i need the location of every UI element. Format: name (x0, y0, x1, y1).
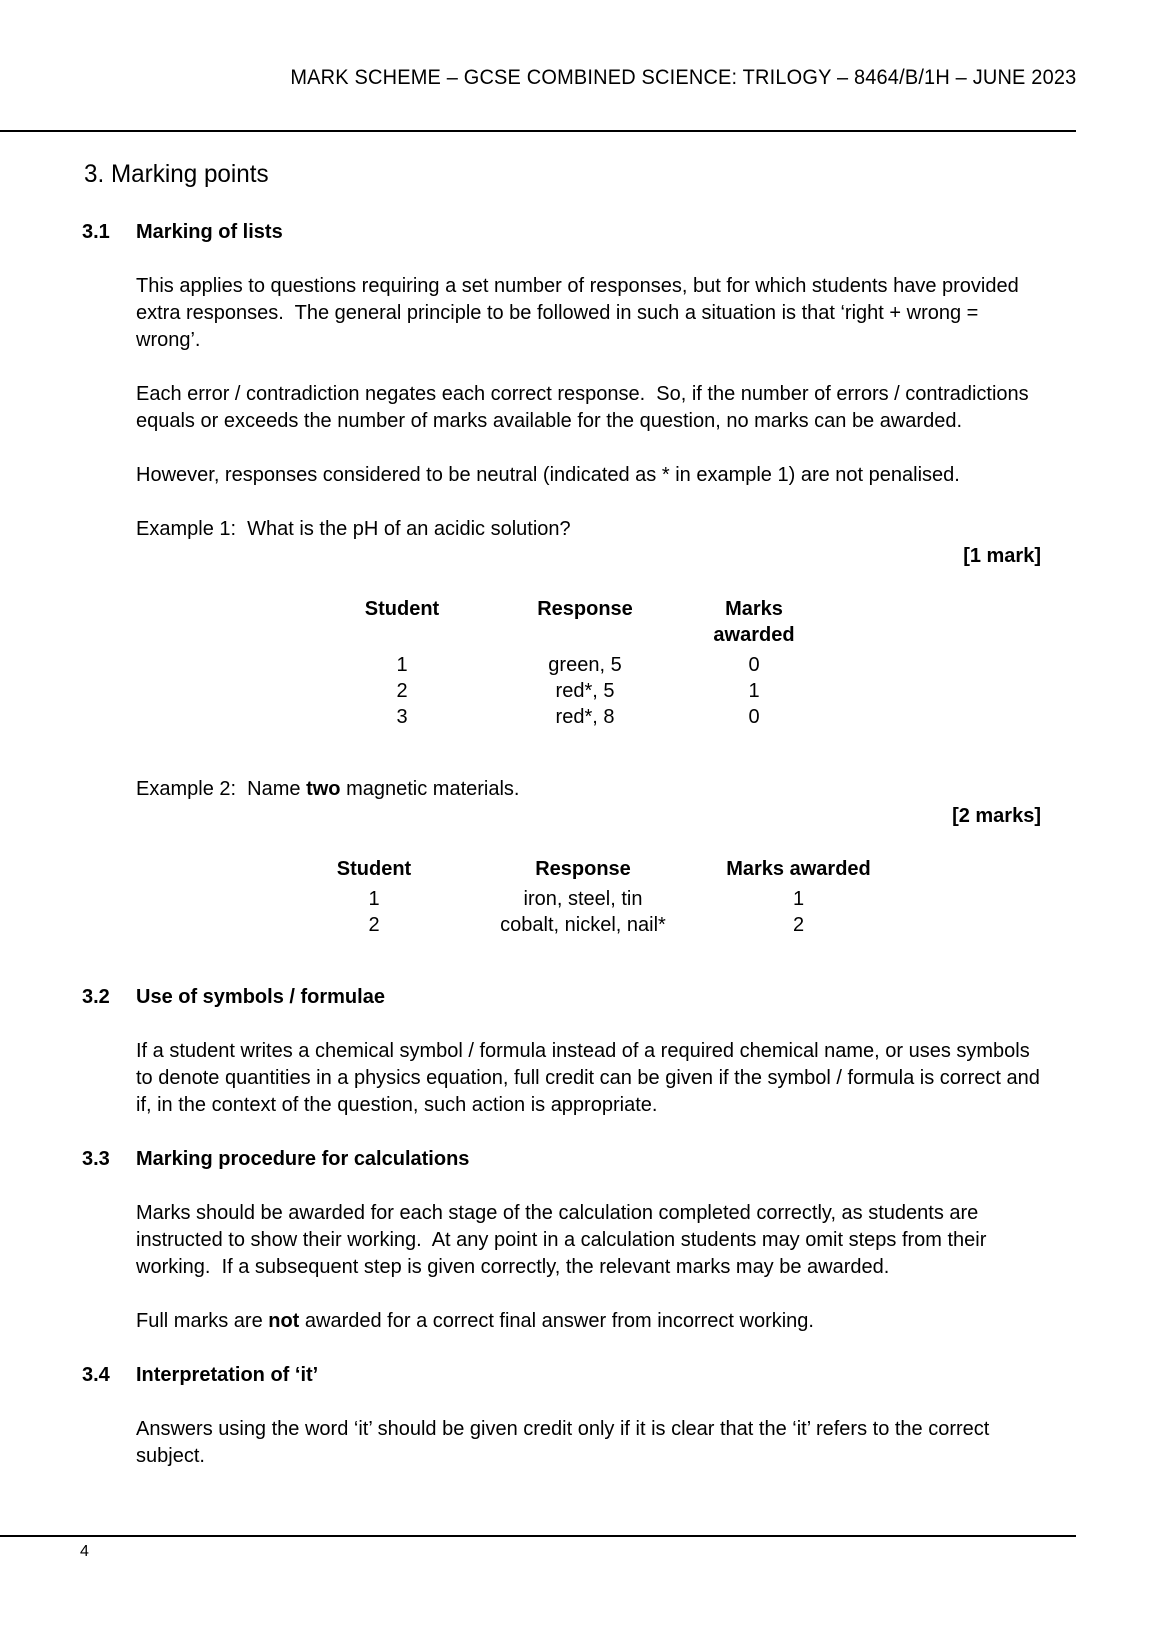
table-header-text: Marks awarded (713, 598, 795, 646)
example2-label-pre: Example 2: Name (136, 778, 307, 800)
footer-rule (0, 1535, 1076, 1537)
example2-table (299, 856, 1041, 938)
section-3-3 (82, 1146, 1158, 1335)
table-row (299, 886, 1041, 912)
example1-marks: [1 mark] (963, 545, 1041, 567)
section-body (136, 984, 1046, 1119)
table-cell: 0 (748, 706, 760, 728)
section-number: 3.3 (82, 1148, 110, 1170)
paragraph: This applies to questions requiring a set number of responses, but for which students have provided extra responses. The general principle to be followed in such a situation is that ‘right + wrong = wrong’. (136, 275, 1025, 351)
table-header-row (327, 596, 1041, 648)
page-content (0, 219, 1158, 1470)
table-row (327, 652, 1041, 678)
table-row (299, 912, 1041, 938)
paragraph: If a student writes a chemical symbol / formula instead of a required chemical name, or uses symbols to denote quantities in a physics equation, full credit can be given if the symbol / formula is correct and if, in the context of the question, such action is appropriate. (136, 1040, 1046, 1116)
example1-label: Example 1: What is the pH of an acidic solution? (136, 518, 571, 540)
section-title: Marking of lists (136, 221, 283, 243)
table-cell: 2 (368, 914, 380, 936)
table-header-cell (693, 596, 815, 648)
table-header-row (299, 856, 1041, 882)
table-cell: 2 (396, 680, 408, 702)
paragraph: Marks should be awarded for each stage of the calculation completed correctly, as students are instructed to show their working. At any point in a calculation students may omit steps from their working. If a subsequent step is given correctly, the relevant marks may be awarded. (136, 1202, 992, 1278)
table-cell: 3 (396, 706, 408, 728)
section-number: 3.1 (82, 221, 110, 243)
section-3-4 (82, 1362, 1158, 1470)
table-cell: cobalt, nickel, nail* (500, 914, 666, 936)
example2-label-post: magnetic materials. (340, 778, 520, 800)
paragraph: Each error / contradiction negates each correct response. So, if the number of errors / contradictions equals or exceeds the number of marks available for the question, no marks can be awarded. (136, 383, 1035, 432)
section-3-2 (82, 984, 1158, 1119)
table-cell: red*, 5 (555, 680, 615, 702)
section-number: 3.2 (82, 986, 110, 1008)
table-header-cell: Marks awarded (726, 858, 871, 880)
table-cell: green, 5 (548, 654, 622, 676)
section-title: Interpretation of ‘it’ (136, 1364, 319, 1386)
example2-marks: [2 marks] (952, 805, 1041, 827)
header-rule (0, 130, 1076, 132)
example2-label (136, 776, 1041, 803)
table-header-cell: Response (537, 598, 633, 620)
table-cell: 1 (792, 888, 805, 910)
paragraph (136, 1308, 1041, 1335)
section-body (136, 1146, 1041, 1335)
table-cell: 1 (396, 654, 408, 676)
paragraph-pre: Full marks are (136, 1310, 269, 1332)
table-cell: 2 (792, 914, 805, 936)
page-title: 3. Marking points (84, 160, 269, 188)
table-row (327, 704, 1041, 730)
table-header-cell: Student (336, 858, 412, 880)
table-cell: 1 (748, 680, 760, 702)
table-cell: 1 (368, 888, 380, 910)
page-header (0, 0, 1076, 90)
section-body (136, 1362, 1041, 1470)
page-footer (0, 1535, 1158, 1561)
table-cell: 0 (748, 654, 760, 676)
example2-label-bold: two (306, 778, 341, 800)
paragraph-bold: not (268, 1310, 300, 1332)
header-title: MARK SCHEME – GCSE COMBINED SCIENCE: TRILOGY – 8464/B/1H – JUNE 2023 (289, 66, 1076, 89)
paragraph-post: awarded for a correct final answer from incorrect working. (299, 1310, 814, 1332)
section-number: 3.4 (82, 1364, 110, 1386)
table-header-cell: Student (364, 598, 440, 620)
table-header-cell: Response (535, 858, 631, 880)
example1-table (327, 596, 1041, 730)
paragraph: However, responses considered to be neutral (indicated as * in example 1) are not penalised. (136, 464, 960, 486)
section-title: Use of symbols / formulae (136, 986, 385, 1008)
table-cell: iron, steel, tin (523, 888, 643, 910)
section-title: Marking procedure for calculations (136, 1148, 470, 1170)
section-body (136, 219, 1041, 938)
page-number: 4 (80, 1543, 89, 1560)
table-row (327, 678, 1041, 704)
table-cell: red*, 8 (555, 706, 615, 728)
paragraph: Answers using the word ‘it’ should be given credit only if it is clear that the ‘it’ refers to the correct subject. (136, 1418, 995, 1467)
section-3-1 (82, 219, 1158, 938)
